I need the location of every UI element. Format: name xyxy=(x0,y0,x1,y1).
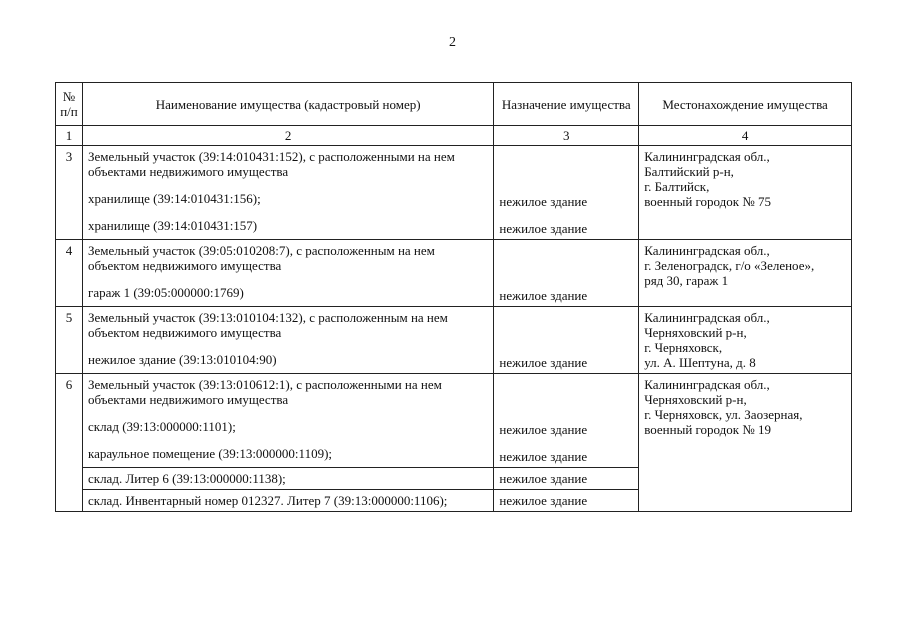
location-line: Калининградская обл., xyxy=(644,310,770,325)
location-line: Калининградская обл., xyxy=(644,149,770,164)
land-plot-text: Земельный участок (39:13:010612:1), с расположенными на нем объектами недвижимого имущества xyxy=(87,377,442,407)
table-row xyxy=(56,240,852,307)
object-name: склад. Инвентарный номер 012327. Литер 7 (39:13:000000:1106); xyxy=(82,490,493,512)
table-row xyxy=(56,146,852,240)
location-line: г. Черняховск, xyxy=(644,340,723,355)
row-number: 3 xyxy=(56,146,83,240)
location-line: Черняховский р-н, xyxy=(644,325,747,340)
location-line: г. Зеленоградск, г/о «Зеленое», xyxy=(644,258,815,273)
location-line: г. Балтийск, xyxy=(644,179,710,194)
location-line: ряд 30, гараж 1 xyxy=(644,273,729,288)
object-purpose: нежилое здание xyxy=(499,449,588,464)
location-line: Балтийский р-н, xyxy=(644,164,734,179)
purpose-cell xyxy=(494,240,639,307)
location-line: Калининградская обл., xyxy=(644,243,770,258)
location-line: Черняховский р-н, xyxy=(644,392,747,407)
header-name: Наименование имущества (кадастровый номер) xyxy=(82,83,493,126)
table-row xyxy=(56,307,852,374)
object-name: хранилище (39:14:010431:157) xyxy=(87,218,258,233)
row-number: 4 xyxy=(56,240,83,307)
property-name-cell xyxy=(82,240,493,307)
column-number: 1 xyxy=(56,126,83,146)
location-line: г. Черняховск, ул. Заозерная, xyxy=(644,407,803,422)
object-name: хранилище (39:14:010431:156); xyxy=(87,191,261,206)
object-name: гараж 1 (39:05:000000:1769) xyxy=(87,285,244,300)
location-line: военный городок № 19 xyxy=(644,422,772,437)
location-cell xyxy=(639,146,852,240)
land-plot-text: Земельный участок (39:13:010104:132), с расположенным на нем объектом недвижимого имущества xyxy=(87,310,448,340)
purpose-cell xyxy=(494,146,639,240)
land-plot-text: Земельный участок (39:14:010431:152), с расположенными на нем объектами недвижимого имущества xyxy=(87,149,455,179)
location-line: военный городок № 75 xyxy=(644,194,772,209)
location-cell xyxy=(639,240,852,307)
object-purpose: нежилое здание xyxy=(499,221,588,236)
row-number: 5 xyxy=(56,307,83,374)
column-number: 4 xyxy=(639,126,852,146)
header-purpose: Назначение имущества xyxy=(494,83,639,126)
header-row xyxy=(56,83,852,126)
object-name: склад. Литер 6 (39:13:000000:1138); xyxy=(82,468,493,490)
column-number: 2 xyxy=(82,126,493,146)
property-name-cell xyxy=(82,307,493,374)
purpose-cell xyxy=(494,374,639,468)
object-purpose: нежилое здание xyxy=(494,468,639,490)
object-purpose: нежилое здание xyxy=(499,194,588,209)
header-no: № п/п xyxy=(56,83,83,126)
purpose-cell xyxy=(494,307,639,374)
property-name-cell xyxy=(82,374,493,468)
object-purpose: нежилое здание xyxy=(499,422,588,437)
location-cell xyxy=(639,374,852,512)
header-location: Местонахождение имущества xyxy=(639,83,852,126)
property-name-cell xyxy=(82,146,493,240)
object-purpose: нежилое здание xyxy=(499,288,588,303)
object-purpose: нежилое здание xyxy=(494,490,639,512)
object-name: нежилое здание (39:13:010104:90) xyxy=(87,352,277,367)
object-purpose: нежилое здание xyxy=(499,355,588,370)
row-number: 6 xyxy=(56,374,83,512)
column-number: 3 xyxy=(494,126,639,146)
page-number: 2 xyxy=(449,35,456,50)
location-line: Калининградская обл., xyxy=(644,377,770,392)
location-line: ул. А. Шептуна, д. 8 xyxy=(644,355,756,370)
table-row xyxy=(56,374,852,468)
object-name: склад (39:13:000000:1101); xyxy=(87,419,236,434)
land-plot-text: Земельный участок (39:05:010208:7), с расположенным на нем объектом недвижимого имущества xyxy=(87,243,435,273)
property-table xyxy=(55,82,852,512)
column-number-row xyxy=(56,126,852,146)
location-cell xyxy=(639,307,852,374)
object-name: караульное помещение (39:13:000000:1109); xyxy=(87,446,333,461)
